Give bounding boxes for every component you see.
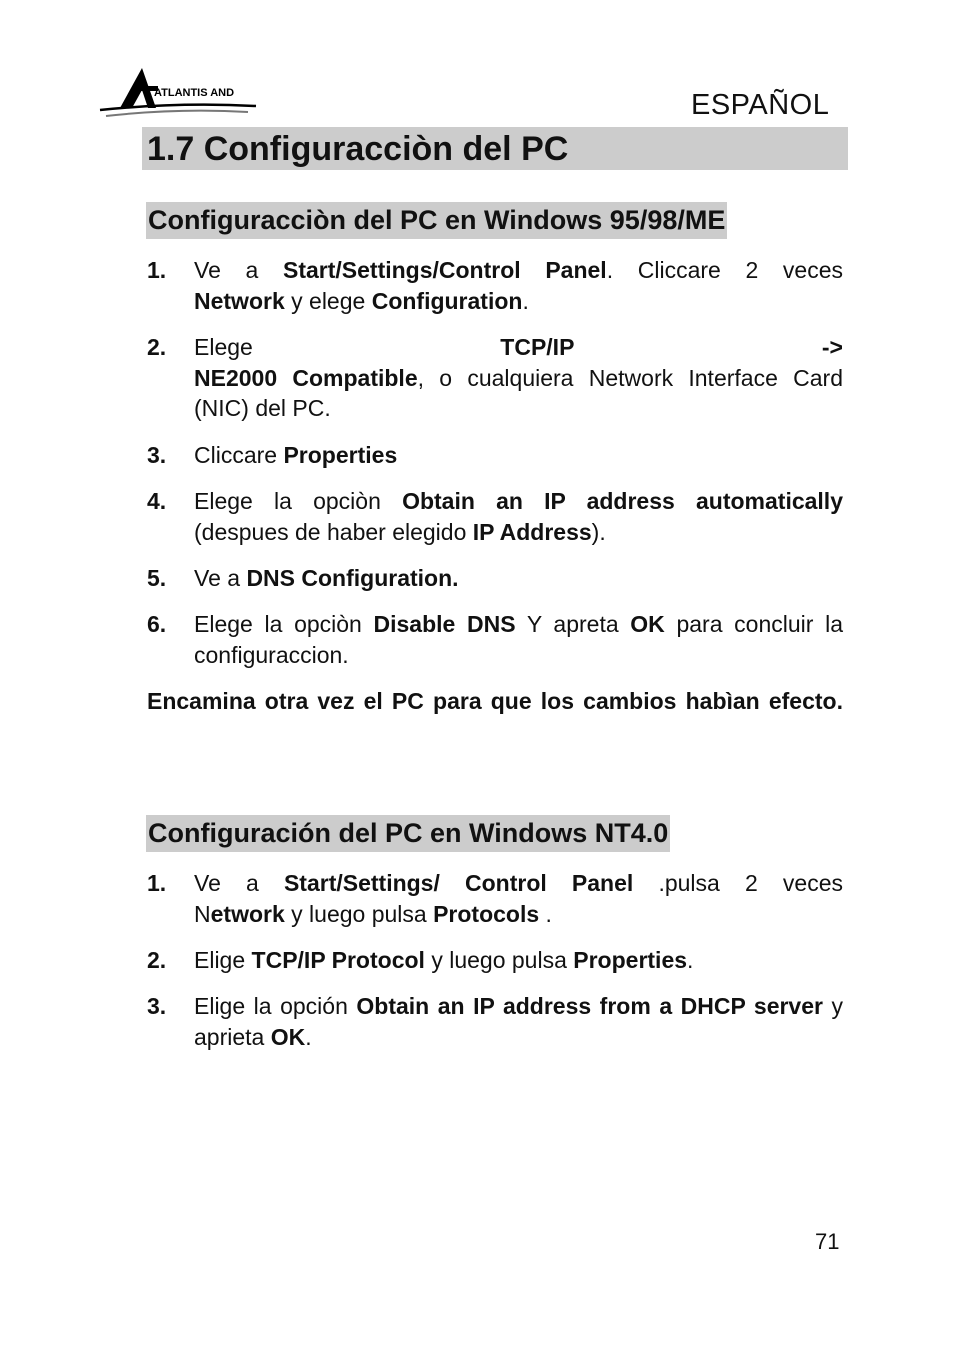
item-number: 2. xyxy=(147,334,167,360)
item-number: 3. xyxy=(147,993,167,1019)
list-item: 3. Cliccare Properties xyxy=(147,440,843,471)
item-number: 4. xyxy=(147,488,167,514)
list-item: 1. Ve a Start/Settings/Control Panel. Cliccare 2 veces Network y elege Configuration. xyxy=(147,257,843,314)
page-title: 1.7 Configuracciòn del PC xyxy=(147,130,569,168)
section-heading-nt4: Configuración del PC en Windows NT4.0 xyxy=(146,815,670,852)
page-number: 71 xyxy=(815,1229,840,1254)
item-number: 6. xyxy=(147,611,167,637)
list-item: 5. Ve a DNS Configuration. xyxy=(147,563,843,594)
item-number: 1. xyxy=(147,870,167,896)
list-item: 3. Elige la opción Obtain an IP address from a DHCP server y aprieta OK. xyxy=(147,993,844,1050)
section-heading-win9x: Configuracciòn del PC en Windows 95/98/ME xyxy=(146,202,727,239)
list-item: 6. Elege la opciòn Disable DNS Y apreta OK para concluir la configuraccion. xyxy=(147,611,843,668)
list-item: 2. Elige TCP/IP Protocol y luego pulsa Properties. xyxy=(147,945,843,976)
atlantis-logo xyxy=(98,62,258,124)
reboot-note: Encamina otra vez el PC para que los cambios habìan efecto. xyxy=(147,688,843,714)
item-number: 2. xyxy=(147,947,167,973)
language-label: ESPAÑOL xyxy=(688,88,833,124)
item-number: 3. xyxy=(147,442,167,468)
list-item: 2. Elege TCP/IP -> NE2000 Compatible, o cualquiera Network Interface Card (NIC) del PC. xyxy=(147,334,843,421)
item-number: 5. xyxy=(147,565,167,591)
list-item: 4. Elege la opciòn Obtain an IP address automatically (despues de haber elegido IP Address). xyxy=(147,488,843,545)
list-item: 1. Ve a Start/Settings/ Control Panel .pulsa 2 veces Network y luego pulsa Protocols . xyxy=(147,870,843,927)
svg-text:ATLANTIS AND: ATLANTIS AND xyxy=(154,87,235,99)
item-number: 1. xyxy=(147,257,167,283)
